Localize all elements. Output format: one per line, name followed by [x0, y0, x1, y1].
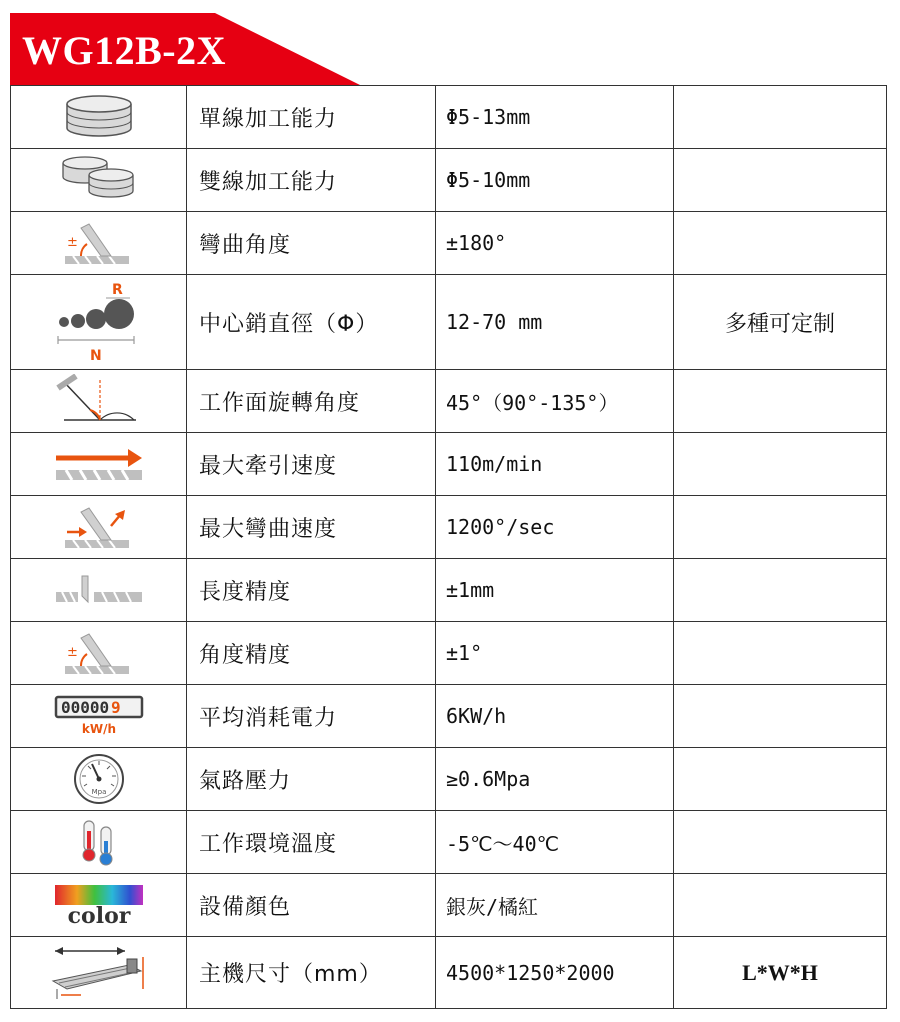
spec-value: 6KW/h	[436, 685, 674, 748]
icon-cell	[11, 370, 187, 433]
spec-name: 長度精度	[187, 559, 436, 622]
color-swatch-icon	[53, 883, 145, 927]
spec-note	[674, 685, 887, 748]
spec-value: Φ5-13mm	[436, 86, 674, 149]
icon-cell	[11, 685, 187, 748]
table-row	[11, 559, 887, 622]
spec-name: 平均消耗電力	[187, 685, 436, 748]
power-meter-icon	[53, 694, 145, 738]
icon-cell	[11, 275, 187, 370]
spec-name: 工作面旋轉角度	[187, 370, 436, 433]
spec-note	[674, 212, 887, 275]
model-title: WG12B-2X	[22, 28, 226, 73]
spec-note	[674, 370, 887, 433]
table-row	[11, 685, 887, 748]
spec-value: ±1mm	[436, 559, 674, 622]
icon-cell	[11, 811, 187, 874]
spec-note	[674, 622, 887, 685]
traction-speed-icon	[54, 444, 144, 484]
length-precision-icon	[54, 570, 144, 610]
machine-dimension-icon	[49, 941, 149, 1005]
icon-cell	[11, 86, 187, 149]
spec-name: 角度精度	[187, 622, 436, 685]
table-row	[11, 212, 887, 275]
spec-value: 45°（90°-135°）	[436, 370, 674, 433]
icon-cell	[11, 559, 187, 622]
thermometer-icon	[79, 817, 119, 867]
radius-label: R	[111, 282, 123, 298]
spec-value: -5℃～40℃	[436, 811, 674, 874]
meter-unit: kW/h	[81, 722, 116, 736]
single-wire-coil-icon	[59, 92, 139, 142]
spec-value: Φ5-10mm	[436, 149, 674, 212]
table-row	[11, 86, 887, 149]
table-row	[11, 370, 887, 433]
gauge-unit: Mpa	[91, 788, 106, 796]
spec-table	[10, 85, 887, 1009]
spec-name: 彎曲角度	[187, 212, 436, 275]
meter-last-digit: 9	[110, 698, 121, 717]
spec-value: ≥0.6Mpa	[436, 748, 674, 811]
spec-value: 12-70 mm	[436, 275, 674, 370]
spec-value: ±1°	[436, 622, 674, 685]
spec-note	[674, 559, 887, 622]
spec-value: 銀灰/橘紅	[436, 874, 674, 937]
table-row	[11, 622, 887, 685]
spec-name: 設備顏色	[187, 874, 436, 937]
spec-note	[674, 748, 887, 811]
spec-value: ±180°	[436, 212, 674, 275]
bending-speed-icon	[59, 502, 139, 552]
table-row	[11, 748, 887, 811]
icon-cell	[11, 622, 187, 685]
icon-cell	[11, 149, 187, 212]
table-row	[11, 874, 887, 937]
angle-precision-icon	[59, 628, 139, 678]
spec-note: L*W*H	[674, 937, 887, 1009]
table-row	[11, 937, 887, 1009]
spec-note	[674, 811, 887, 874]
icon-cell	[11, 433, 187, 496]
spec-value: 4500*1250*2000	[436, 937, 674, 1009]
spec-name: 主機尺寸（mm）	[187, 937, 436, 1009]
meter-digits: 00000	[60, 698, 109, 717]
spec-note	[674, 149, 887, 212]
icon-cell	[11, 874, 187, 937]
header-banner	[10, 13, 360, 85]
icon-cell	[11, 937, 187, 1009]
spec-name: 最大牽引速度	[187, 433, 436, 496]
double-wire-coil-icon	[59, 155, 139, 205]
table-row	[11, 811, 887, 874]
table-row	[11, 433, 887, 496]
spec-name: 氣路壓力	[187, 748, 436, 811]
color-label: color	[67, 903, 130, 927]
spec-name: 中心銷直徑（Φ）	[187, 275, 436, 370]
work-surface-rotation-icon	[54, 374, 144, 428]
spec-value: 110m/min	[436, 433, 674, 496]
spec-note	[674, 86, 887, 149]
pressure-gauge-icon	[72, 752, 126, 806]
svg-text:±: ±	[66, 645, 78, 660]
icon-cell	[11, 748, 187, 811]
table-row	[11, 496, 887, 559]
spec-name: 單線加工能力	[187, 86, 436, 149]
count-label: N	[89, 348, 102, 364]
icon-cell	[11, 496, 187, 559]
spec-name: 雙線加工能力	[187, 149, 436, 212]
spec-note	[674, 496, 887, 559]
bending-angle-icon	[59, 218, 139, 268]
center-pin-diameter-icon	[54, 280, 144, 364]
spec-note: 多種可定制	[674, 275, 887, 370]
icon-cell	[11, 212, 187, 275]
spec-note	[674, 874, 887, 937]
spec-note	[674, 433, 887, 496]
table-row	[11, 149, 887, 212]
spec-value: 1200°/sec	[436, 496, 674, 559]
spec-name: 最大彎曲速度	[187, 496, 436, 559]
table-row	[11, 275, 887, 370]
spec-name: 工作環境溫度	[187, 811, 436, 874]
svg-text:±: ±	[66, 235, 78, 250]
